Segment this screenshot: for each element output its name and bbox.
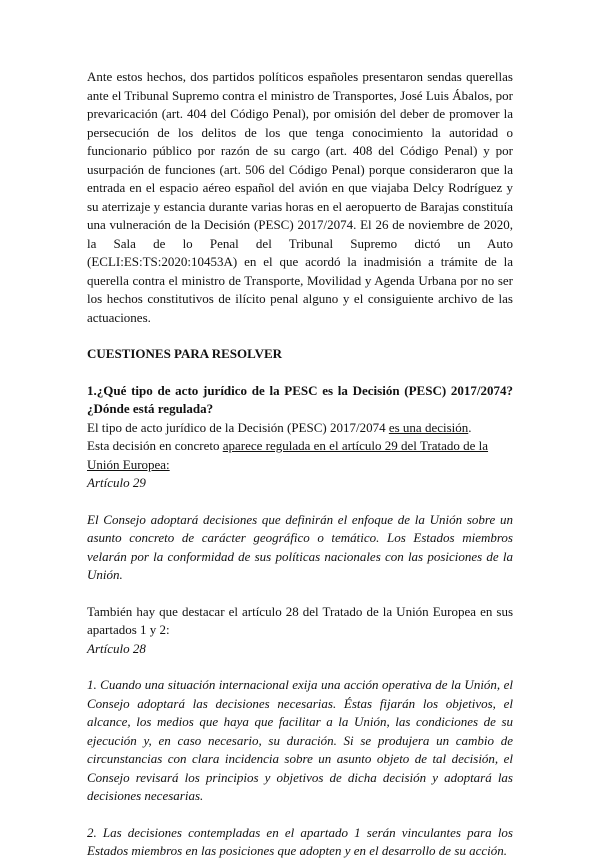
answer-line-1-prefix: El tipo de acto jurídico de la Decisión (PESC) 2017/2074 (87, 419, 389, 435)
answer-line-2-prefix: Esta decisión en concreto (87, 438, 223, 453)
article-29-title: Artículo 29 (87, 475, 146, 490)
section-heading: CUESTIONES PARA RESOLVER (87, 346, 283, 361)
question-1: 1.¿Qué tipo de acto jurídico de la PESC es la Decisión (PESC) 2017/2074? ¿Dónde está regulada? (87, 382, 513, 416)
answer-line-2 (87, 437, 513, 474)
answer-line-1-suffix: . (468, 419, 472, 435)
article-28-title: Artículo 28 (87, 640, 146, 656)
also-text: También hay que destacar el artículo 28 del Tratado de la Unión Europea en sus apartados 1 y 2: (87, 603, 513, 637)
answer-line-2-underlined: aparece regulada en el artículo 29 del Tratado de la Unión Europea: (87, 438, 489, 472)
intro-paragraph: Ante estos hechos, dos partidos políticos españoles presentaron sendas querellas ante el Tribunal Supremo contra el ministro de Transportes, José Luis Ábalos, por prevaricación (art. 404 del Código Penal), por omisión del deber de promover la persecución de los delitos de los que tenga conocimiento la autoridad o funcionario público por razón de su cargo (art. 408 del Código Penal) y por usurpación de funciones (art. 506 del Código Penal) porque consideraron que la entrada en el espacio aéreo español del avión en que viajaba Delcy Rodríguez y su aterrizaje y estancia durante varias horas en el aeropuerto de Barajas constituía una vulneración de la Decisión (PESC) 2017/2074. El 26 de noviembre de 2020, la Sala de lo Penal del Tribunal Supremo dictó un Auto (ECLI:ES:TS:2020:10453A) en el que acordó la inadmisión a trámite de la querella contra el ministro de Transporte, Movilidad y Agenda Urbana por no ser los hechos constitutivos de ilícito penal alguno y el consiguiente archivo de las actuaciones. (87, 69, 513, 325)
answer-line-1 (87, 419, 513, 438)
article-29-text: El Consejo adoptará decisiones que definirán el enfoque de la Unión sobre un asunto concreto de carácter geográfico o temático. Los Estados miembros velarán por la conformidad de sus políticas nacionales con las posiciones de la Unión. (87, 511, 513, 582)
article-28-paragraph-2: 2. Las decisiones contempladas en el apartado 1 serán vinculantes para los Estados miembros en las posiciones que adopten y en el desarrollo de su acción. (87, 824, 513, 858)
answer-line-1-underlined: es una decisión (388, 419, 469, 435)
article-28-paragraph-1: 1. Cuando una situación internacional exija una acción operativa de la Unión, el Consejo adoptará las decisiones necesarias. Éstas fijarán los objetivos, el alcance, los medios que haya que facilitar a la Unión, las condiciones de su ejecución y, en caso necesario, su duración. Si se produjera un cambio de circunstancias con clara incidencia sobre un asunto objeto de tal decisión, el Consejo revisará los principios y objetivos de dicha decisión y adoptará las decisiones necesarias. (87, 677, 513, 803)
